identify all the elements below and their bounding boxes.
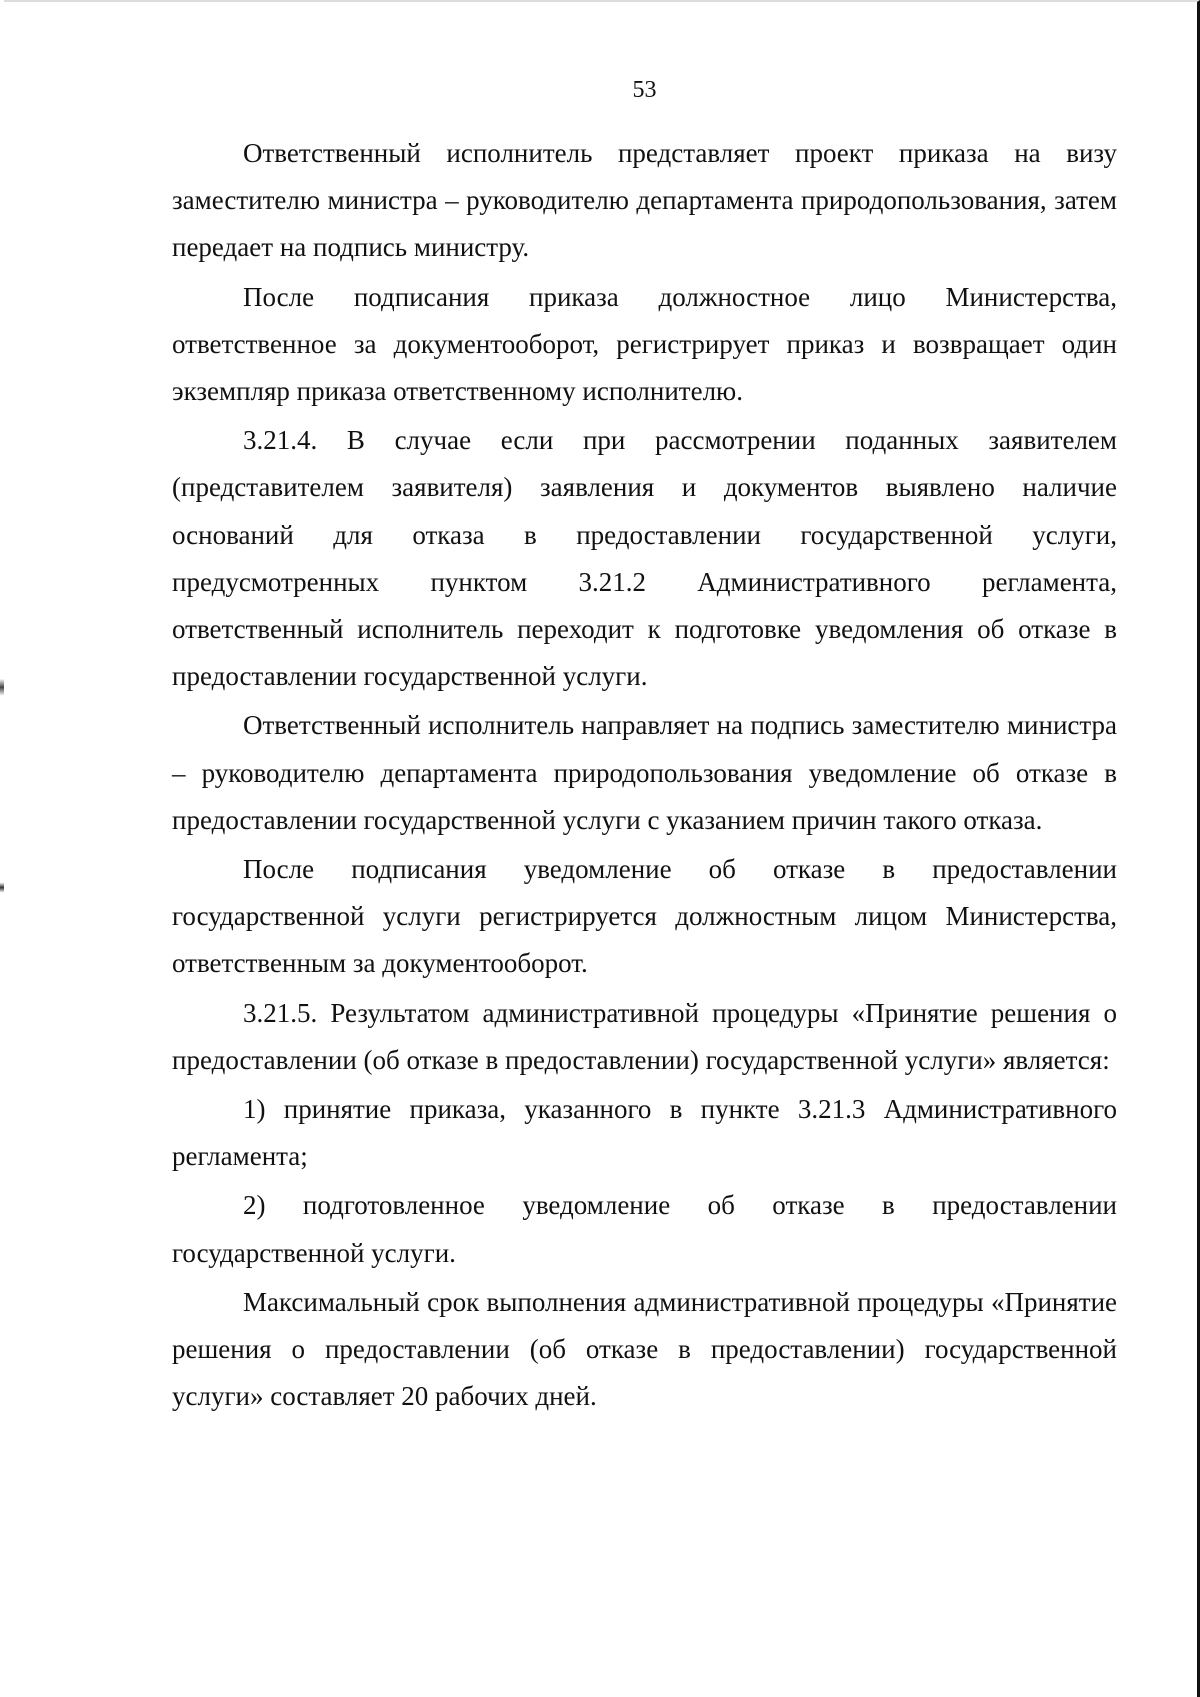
list-item: 2) подготовленное уведомление об отказе в предоставлении государственной услуги. — [172, 1190, 1117, 1268]
list-item: 1) принятие приказа, указанного в пункте 3.21.3 Административного регламента; — [172, 1094, 1117, 1172]
document-body — [172, 70, 1117, 1422]
paragraph: 3.21.5. Результатом административной процедуры «Принятие решения о предоставлении (об отказе в предоставлении) государственной услуги» является: — [172, 997, 1117, 1075]
paragraph: После подписания уведомление об отказе в предоставлении государственной услуги регистрируется должностным лицом Министерства, ответственным за документооборот. — [172, 854, 1117, 979]
paragraph: Максимальный срок выполнения административной процедуры «Принятие решения о предоставлении (об отказе в предоставлении) государственной услуги» составляет 20 рабочих дней. — [172, 1286, 1117, 1412]
paragraph: Ответственный исполнитель представляет проект приказа на визу заместителю министра – руководителю департамента природопользования, затем передает на подпись министру. — [172, 138, 1117, 263]
paragraph: 3.21.4. В случае если при рассмотрении поданных заявителем (представителем заявителя) заявления и документов выявлено наличие оснований для отказа в предоставлении государственной услуги, предусмотренных пунктом 3.21.2 Административного регламента, ответственный исполнитель переходит к подготовке уведомления об отказе в предоставлении государственной услуги. — [172, 425, 1117, 692]
scan-edge — [0, 0, 4, 1697]
paragraph: Ответственный исполнитель направляет на подпись заместителю министра – руководителю департамента природопользования уведомление об отказе в предоставлении государственной услуги с указанием причин такого отказа. — [172, 710, 1117, 835]
page-number: 53 — [632, 77, 657, 103]
paragraph: После подписания приказа должностное лицо Министерства, ответственное за документооборот, регистрирует приказ и возвращает один экземпляр приказа ответственному исполнителю. — [172, 281, 1117, 407]
